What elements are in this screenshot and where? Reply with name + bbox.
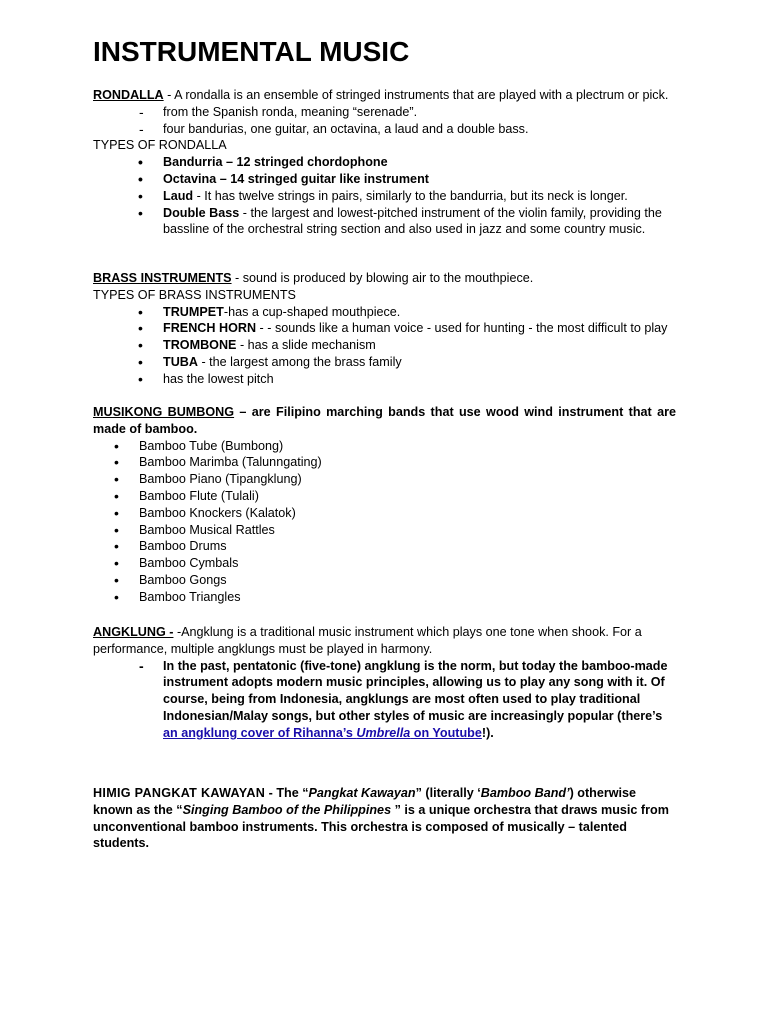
list-item: • FRENCH HORN - - sounds like a human voice - used for hunting - the most difficult to play	[138, 320, 668, 337]
bullet-marker: •	[138, 154, 143, 171]
list-item: • Bamboo Gongs	[114, 571, 227, 588]
brass-types-heading: TYPES OF BRASS INSTRUMENTS	[93, 287, 296, 302]
youtube-link[interactable]: an angklung cover of Rihanna’s Umbrella on Youtube	[163, 725, 482, 740]
bumbong-intro: MUSIKONG BUMBONG – are Filipino marching bands that use wood wind instrument that are made of bamboo.	[93, 405, 676, 436]
bullet-marker: •	[114, 437, 119, 454]
bullet-marker: •	[114, 538, 119, 555]
rondalla-dash-list	[93, 104, 676, 138]
bullet-marker: •	[114, 571, 119, 588]
angklung-dash-list	[93, 658, 676, 742]
rondalla-types-heading: TYPES OF RONDALLA	[93, 138, 227, 153]
bumbong-section	[93, 404, 676, 606]
rondalla-section	[93, 87, 676, 238]
bumbong-list	[93, 438, 676, 606]
list-item: • Bamboo Tube (Bumbong)	[114, 437, 284, 454]
list-item: • Bandurria – 12 stringed chordophone	[138, 154, 388, 171]
rondalla-heading: RONDALLA	[93, 88, 164, 102]
angklung-intro	[93, 624, 676, 658]
himig-heading: HIMIG PANGKAT KAWAYAN	[93, 786, 266, 800]
dash-marker: -	[139, 120, 144, 137]
list-item: - four bandurias, one guitar, an octavina, a laud and a double bass.	[139, 120, 529, 137]
bullet-marker: •	[114, 504, 119, 521]
bullet-marker: •	[138, 353, 143, 370]
brass-intro	[93, 270, 676, 287]
list-item: • Double Bass - the largest and lowest-pitched instrument of the violin family, providing the bassline of the orchestral string section and also used in jazz and some country music.	[138, 204, 662, 237]
bullet-marker: •	[138, 370, 143, 387]
list-item: • Bamboo Piano (Tipangklung)	[114, 471, 302, 488]
angklung-intro-text: -Angklung is a traditional music instrument which plays one tone when shook. For a performance, multiple angklungs must be played in harmony.	[93, 625, 642, 656]
bullet-marker: •	[138, 170, 143, 187]
bumbong-heading: MUSIKONG BUMBONG	[93, 405, 235, 419]
brass-types-list	[93, 304, 676, 388]
list-item: • has the lowest pitch	[138, 370, 274, 387]
dash-marker: -	[139, 103, 144, 120]
rondalla-intro-text: - A rondalla is an ensemble of stringed instruments that are played with a plectrum or pick.	[163, 88, 669, 102]
list-item: • Bamboo Drums	[114, 538, 227, 555]
list-item: • TROMBONE - has a slide mechanism	[138, 337, 376, 354]
list-item: • Bamboo Marimba (Talunngating)	[114, 454, 322, 471]
bullet-marker: •	[114, 521, 119, 538]
rondalla-intro	[93, 87, 676, 104]
list-item: • Bamboo Triangles	[114, 588, 241, 605]
bullet-marker: •	[114, 555, 119, 572]
bullet-marker: •	[138, 204, 143, 221]
list-item: • TRUMPET-has a cup-shaped mouthpiece.	[138, 303, 401, 320]
himig-section	[93, 785, 678, 852]
bullet-marker: •	[138, 337, 143, 354]
list-item: - from the Spanish ronda, meaning “serenade”.	[139, 103, 418, 120]
himig-paragraph: HIMIG PANGKAT KAWAYAN - The “Pangkat Kawayan” (literally ‘Bamboo Band’) otherwise known as the “Singing Bamboo of the Philippines ” is a unique orchestra that draws music from unconventional bamboo instruments. This orchestra is composed of musically – talented students.	[93, 786, 669, 851]
page-title: INSTRUMENTAL MUSIC	[93, 36, 410, 67]
list-item: • TUBA - the largest among the brass family	[138, 353, 402, 370]
bullet-marker: •	[114, 487, 119, 504]
dash-marker: -	[139, 657, 144, 674]
brass-intro-text: - sound is produced by blowing air to the mouthpiece.	[231, 271, 534, 285]
bullet-marker: •	[114, 471, 119, 488]
bumbong-intro-text: are Filipino marching bands that use wood wind instrument that are made of bamboo.	[93, 405, 676, 436]
brass-heading: BRASS INSTRUMENTS	[93, 271, 232, 285]
bullet-marker: •	[138, 320, 143, 337]
bullet-marker: •	[138, 187, 143, 204]
bullet-marker: •	[138, 303, 143, 320]
angklung-section	[93, 624, 676, 742]
brass-section	[93, 270, 676, 388]
bullet-marker: •	[114, 588, 119, 605]
list-item: • Bamboo Knockers (Kalatok)	[114, 504, 296, 521]
bullet-marker: •	[114, 454, 119, 471]
list-item: • Laud - It has twelve strings in pairs, similarly to the bandurria, but its neck is longer.	[138, 187, 628, 204]
list-item: • Bamboo Flute (Tulali)	[114, 487, 259, 504]
list-item: • Bamboo Musical Rattles	[114, 521, 275, 538]
list-item: • Octavina – 14 stringed guitar like instrument	[138, 170, 429, 187]
list-item: - In the past, pentatonic (five-tone) angklung is the norm, but today the bamboo-made instrument adopts modern music principles, allowing us to play any song with it. Of course, being from Indonesia, angklungs are most often used to play traditional Indonesian/Malay songs, but other styles of music are increasingly popular (there’s an angklung cover of Rihanna’s Umbrella on Youtube!).	[139, 657, 668, 740]
rondalla-types-list	[93, 154, 676, 238]
angklung-heading: ANGKLUNG -	[93, 625, 174, 639]
list-item: • Bamboo Cymbals	[114, 555, 239, 572]
